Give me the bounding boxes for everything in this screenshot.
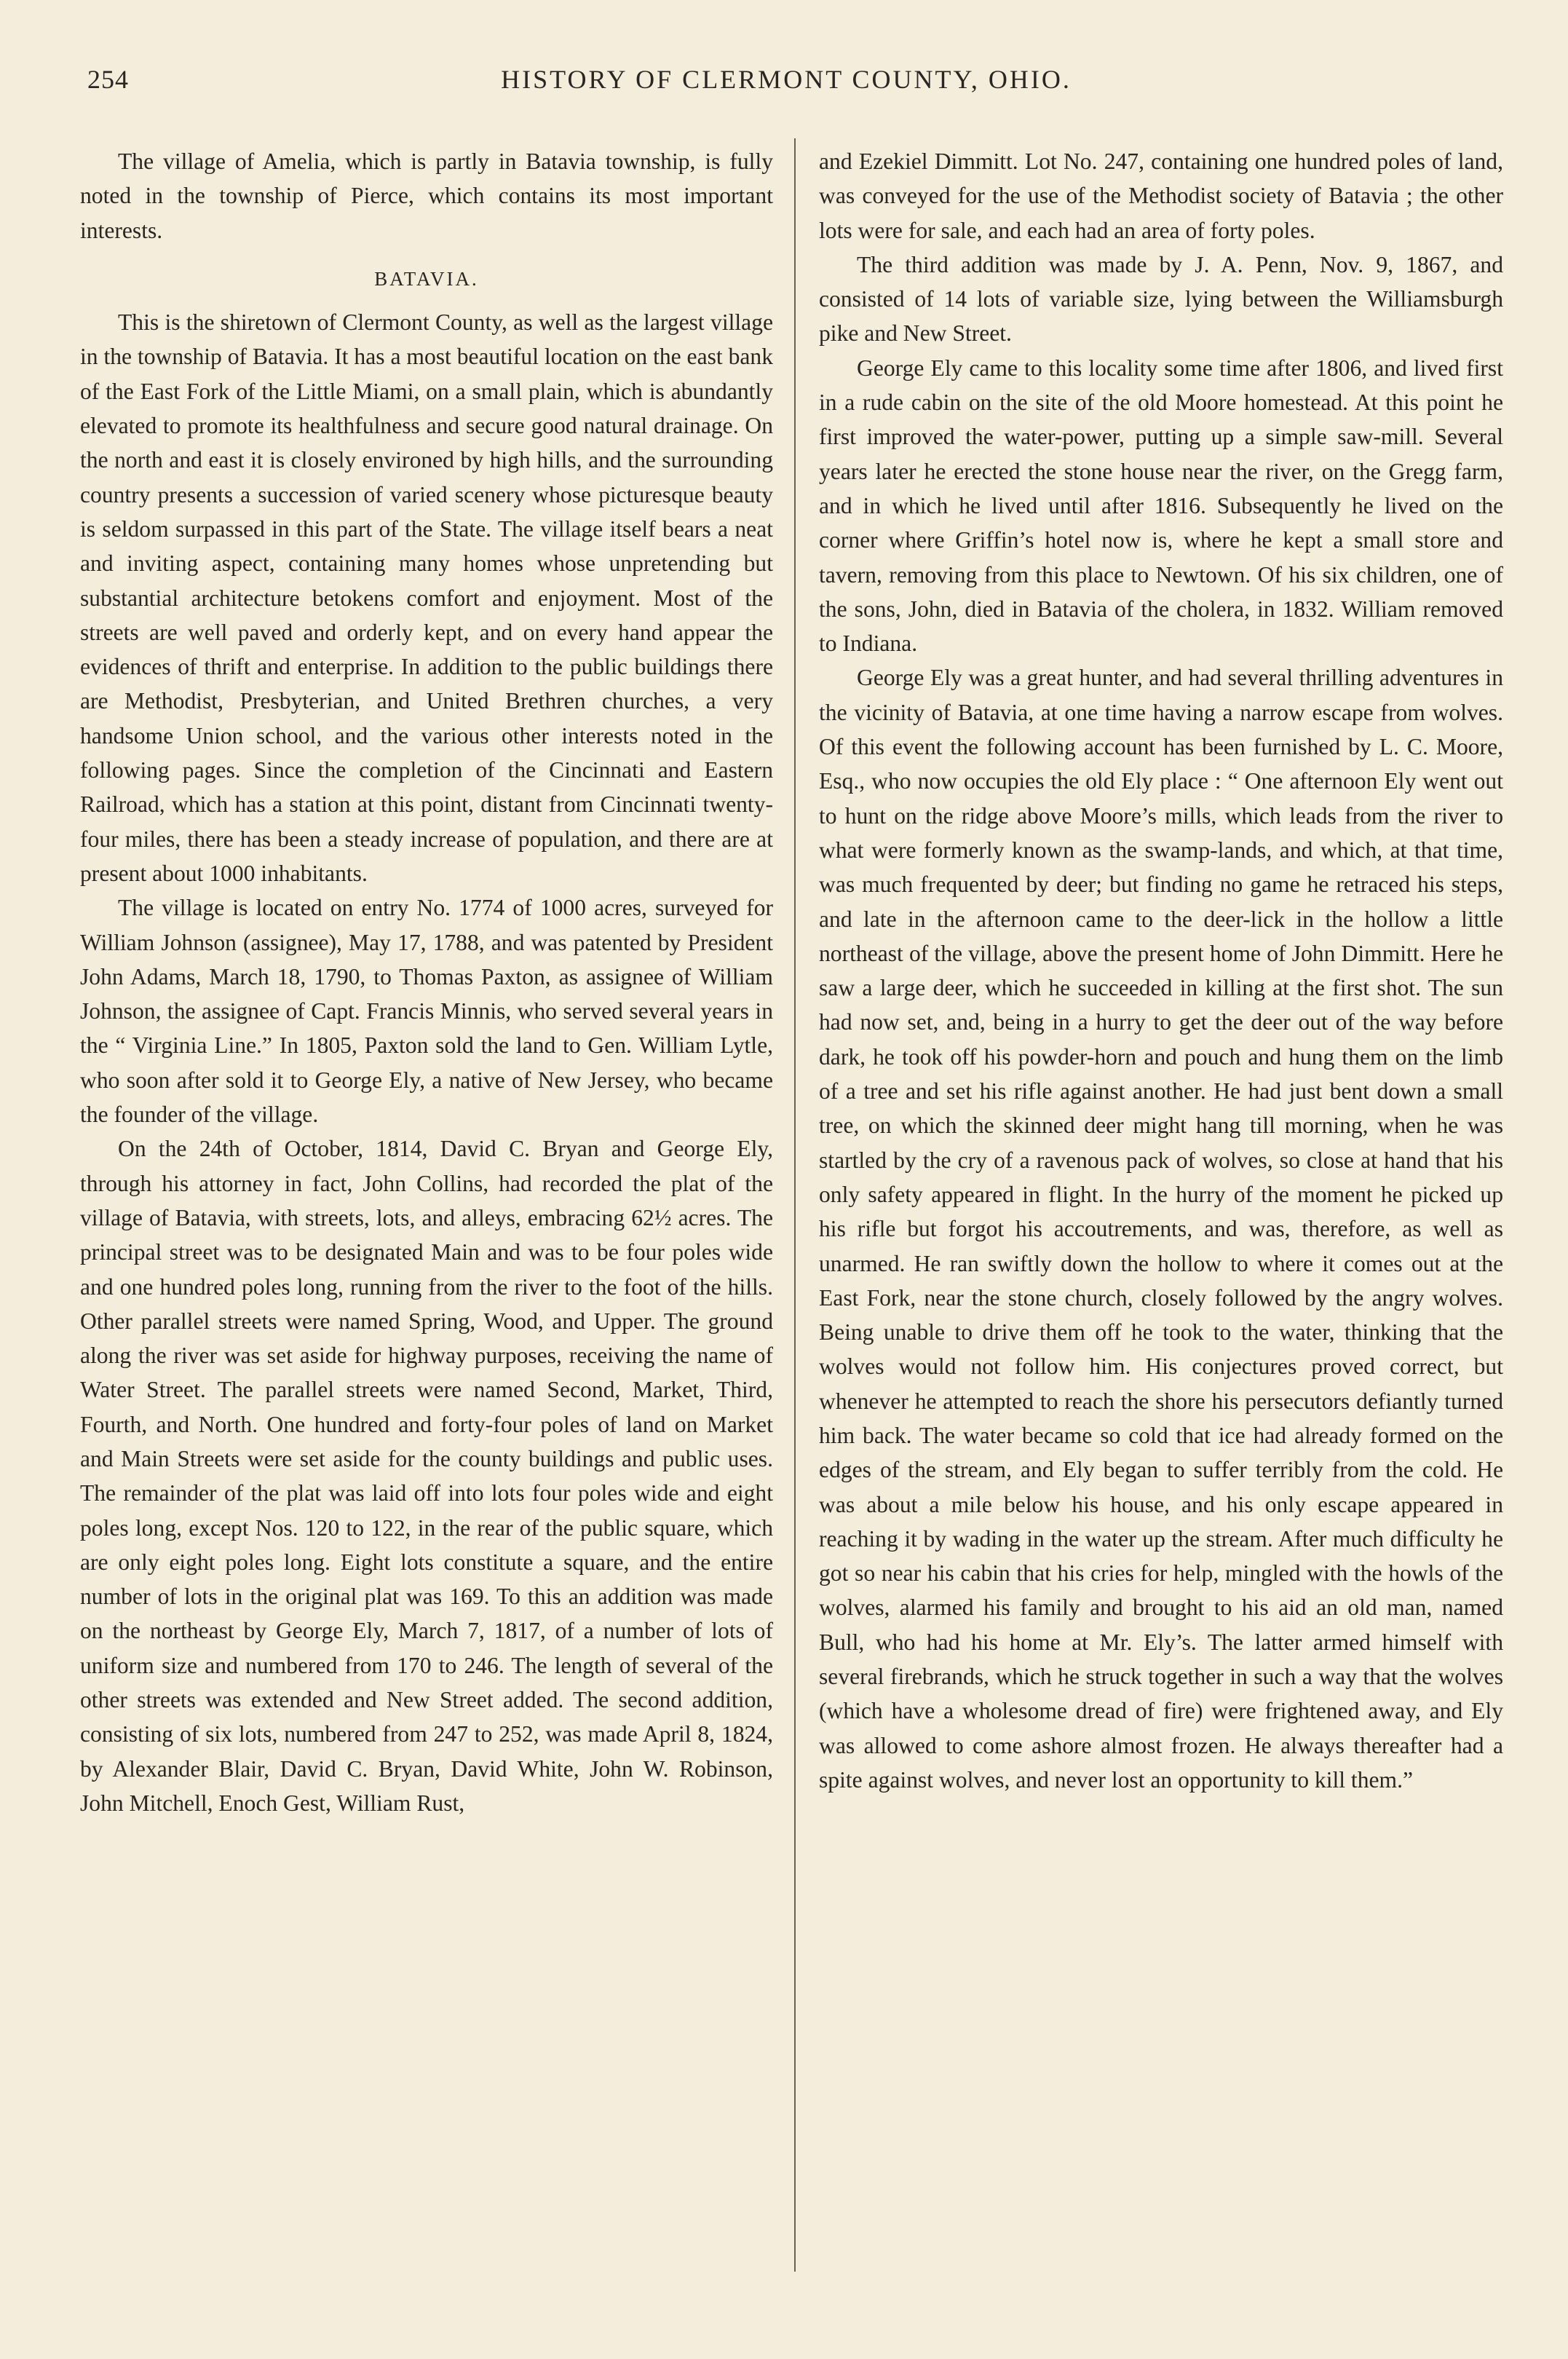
paragraph-entry-no-1774: The village is located on entry No. 1774 of 1000 acres, surveyed for William Johnson (assignee), May 17, 1788, and was patented by President John Adams, March 18, 1790, to Thomas Paxton, as assignee of William Johnson, the assignee of Capt. Francis Minnis, who served several years in the “ Virginia Line.” In 1805, Paxton sold the land to Gen. William Lytle, who soon after sold it to George Ely, a native of New Jersey, who became the founder of the village. (80, 895, 773, 1128)
section-heading-batavia: BATAVIA. (374, 267, 479, 290)
column-divider (794, 138, 796, 2272)
left-column (80, 144, 773, 1820)
paragraph-amelia: The village of Amelia, which is partly in Batavia township, is fully noted in the township of Pierce, which contains its most important interests. (80, 149, 773, 243)
running-title: HISTORY OF CLERMONT COUNTY, OHIO. (501, 65, 1072, 94)
right-column (819, 144, 1503, 1797)
paragraph-george-ely: George Ely came to this locality some time after 1806, and lived first in a rude cabin on the site of the old Moore homestead. At this point he first improved the water-power, putting up a simple saw-mill. Several years later he erected the stone house near the river, on the Gregg farm, and in which he lived until after 1816. Subsequently he lived on the corner where Griffin’s hotel now is, where he kept a small store and tavern, removing from this place to Newtown. Of his six children, one of the sons, John, died in Batavia of the cholera, in 1832. William removed to Indiana. (819, 355, 1503, 657)
paragraph-wolves-story: George Ely was a great hunter, and had several thrilling adventures in the vicinity of Batavia, at one time having a narrow escape from wolves. Of this event the following account has been furnished by L. C. Moore, Esq., who now occupies the old Ely place : “ One afternoon Ely went out to hunt on the ridge above Moore’s mills, which leads from the river to what were formerly known as the swamp-lands, and which, at that time, was much frequented by deer; but finding no game he retraced his steps, and late in the afternoon came to the deer-lick in the hollow a little northeast of the village, above the present home of John Dimmitt. Here he saw a large deer, which he succeeded in killing at the first shot. The sun had now set, and, being in a hurry to get the deer out of the way before dark, he took off his powder-horn and pouch and hung them on the limb of a tree and set his rifle against another. He had just bent down a small tree, on which the skinned deer might hang till morning, when he was startled by the cry of a ravenous pack of wolves, so close at hand that his only safety appeared in flight. In the hurry of the moment he picked up his rifle but forgot his accoutrements, and was, therefore, as well as unarmed. He ran swiftly down the hollow to where it comes out at the East Fork, near the stone church, closely followed by the angry wolves. Being unable to drive them off he took to the water, thinking that the wolves would not follow him. His conjectures proved correct, but whenever he attempted to reach the shore his persecutors defiantly turned him back. The water became so cold that ice had already formed on the edges of the stream, and Ely began to suffer terribly from the cold. He was about a mile below his house, and his only escape appeared in reaching it by wading in the water up the stream. After much difficulty he got so near his cabin that his cries for help, mingled with the howls of the wolves, alarmed his family and brought to his aid an old man, named Bull, who had his home at Mr. Ely’s. The latter armed himself with several firebrands, which he struck together in such a way that the wolves (which have a wholesome dread of fire) were frightened away, and Ely was allowed to come ashore almost frozen. He always thereafter had a spite against wolves, and never lost an opportunity to kill them.” (819, 665, 1503, 1793)
page-header (87, 64, 1485, 108)
page-number: 254 (87, 65, 129, 94)
paragraph-continuation: and Ezekiel Dimmitt. Lot No. 247, containing one hundred poles of land, was conveyed for the use of the Methodist society of Batavia ; the other lots were for sale, and each had an area of forty poles. (819, 149, 1503, 243)
paragraph-shiretown: This is the shiretown of Clermont County, as well as the largest village in the township of Batavia. It has a most beautiful location on the east bank of the East Fork of the Little Miami, on a small plain, which is abundantly elevated to promote its healthfulness and secure good natural drainage. On the north and east it is closely environed by high hills, and the surrounding country presents a succession of varied scenery whose picturesque beauty is seldom surpassed in this part of the State. The village itself bears a neat and inviting aspect, containing many homes whose unpretending but substantial architecture betokens comfort and enjoyment. Most of the streets are well paved and orderly kept, and on every hand appear the evidences of thrift and enterprise. In addition to the public buildings there are Methodist, Presbyterian, and United Brethren churches, a very handsome Union school, and the various other interests noted in the following pages. Since the completion of the Cincinnati and Eastern Railroad, which has a station at this point, distant from Cincinnati twenty-four miles, there has been a steady increase of population, and there are at present about 1000 inhabitants. (80, 309, 773, 886)
paragraph-third-addition: The third addition was made by J. A. Penn, Nov. 9, 1867, and consisted of 14 lots of variable size, lying between the Williamsburgh pike and New Street. (819, 251, 1503, 347)
paragraph-village-plat: On the 24th of October, 1814, David C. Bryan and George Ely, through his attorney in fact, John Collins, had recorded the plat of the village of Batavia, with streets, lots, and alleys, embracing 62½ acres. The principal street was to be designated Main and was to be four poles wide and one hundred poles long, running from the river to the foot of the hills. Other parallel streets were named Spring, Wood, and Upper. The ground along the river was set aside for highway purposes, receiving the name of Water Street. The parallel streets were named Second, Market, Third, Fourth, and North. One hundred and forty-four poles of land on Market and Main Streets were set aside for the county buildings and public uses. The remainder of the plat was laid off into lots four poles wide and eight poles long, except Nos. 120 to 122, in the rear of the public square, which are only eight poles long. Eight lots constitute a square, and the entire number of lots in the original plat was 169. To this an addition was made on the northeast by George Ely, March 7, 1817, of a number of lots of uniform size and numbered from 170 to 246. The length of several of the other streets was extended and New Street added. The second addition, consisting of six lots, numbered from 247 to 252, was made April 8, 1824, by Alexander Blair, David C. Bryan, David White, John W. Robinson, John Mitchell, Enoch Gest, William Rust, (80, 1136, 773, 1816)
